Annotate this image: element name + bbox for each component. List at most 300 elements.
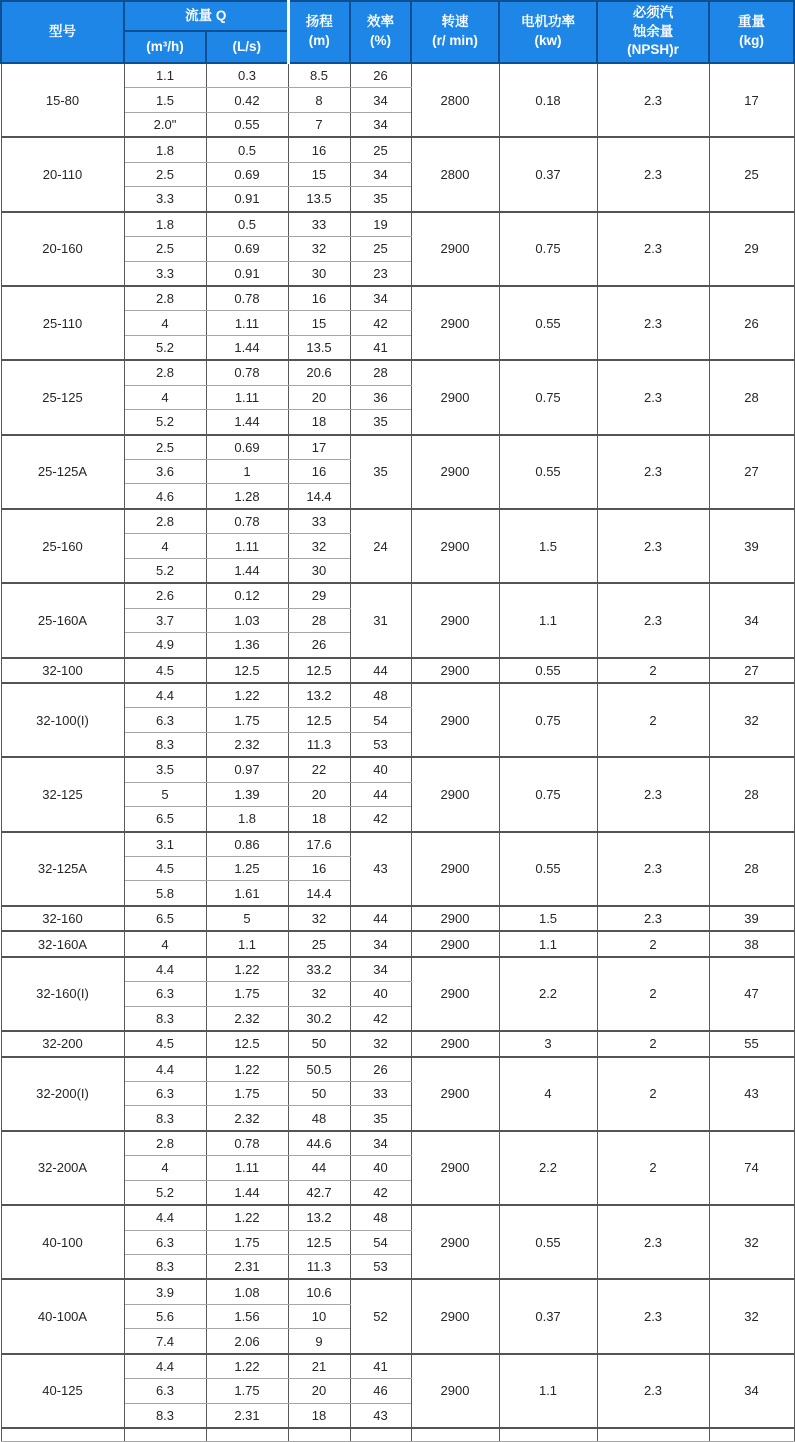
eff-cell: 26 bbox=[350, 1057, 411, 1082]
power-cell: 0.75 bbox=[499, 212, 597, 286]
weight-cell: 32 bbox=[709, 1279, 794, 1353]
weight-cell: 17 bbox=[709, 63, 794, 137]
flow-m3h-cell: 4 bbox=[124, 931, 206, 956]
flow-m3h-cell: 6.3 bbox=[124, 1379, 206, 1403]
flow-ls-cell: 2.06 bbox=[206, 1329, 288, 1354]
eff-cell: 46 bbox=[350, 1379, 411, 1403]
speed-cell: 2900 bbox=[411, 435, 499, 509]
model-cell: 32-100 bbox=[1, 658, 124, 683]
npsh-cell: 2 bbox=[597, 1057, 709, 1131]
header-flow-ls bbox=[206, 31, 288, 63]
head-cell: 8 bbox=[288, 88, 350, 112]
weight-cell: 29 bbox=[709, 212, 794, 286]
flow-ls-cell: 12.5 bbox=[206, 658, 288, 683]
flow-m3h-cell: 4 bbox=[124, 534, 206, 558]
flow-ls-cell: 1.1 bbox=[206, 931, 288, 956]
npsh-cell: 2 bbox=[597, 683, 709, 757]
table-row bbox=[1, 1057, 794, 1082]
eff-cell: 35 bbox=[350, 187, 411, 212]
flow-m3h-cell: 4.4 bbox=[124, 957, 206, 982]
head-cell: 13.2 bbox=[288, 683, 350, 708]
flow-ls-cell: 0.97 bbox=[206, 757, 288, 782]
flow-ls-cell: 1.22 bbox=[206, 1057, 288, 1082]
flow-ls-cell bbox=[206, 1428, 288, 1442]
eff-cell: 44 bbox=[350, 906, 411, 931]
flow-ls-cell: 0.69 bbox=[206, 435, 288, 460]
header-weight-line1: 重量 bbox=[738, 14, 766, 30]
flow-ls-cell: 1.75 bbox=[206, 708, 288, 732]
npsh-cell: 2.3 bbox=[597, 583, 709, 657]
flow-m3h-cell: 3.7 bbox=[124, 608, 206, 632]
flow-ls-cell: 2.31 bbox=[206, 1403, 288, 1428]
weight-cell: 47 bbox=[709, 957, 794, 1031]
flow-ls-cell: 1.11 bbox=[206, 311, 288, 335]
flow-ls-cell: 1.44 bbox=[206, 558, 288, 583]
model-cell: 32-200(I) bbox=[1, 1057, 124, 1131]
model-cell: 25-160 bbox=[1, 509, 124, 583]
head-cell: 16 bbox=[288, 857, 350, 881]
flow-ls-cell: 1.28 bbox=[206, 484, 288, 509]
eff-cell: 35 bbox=[350, 435, 411, 509]
power-cell: 0.55 bbox=[499, 286, 597, 360]
head-cell: 44 bbox=[288, 1156, 350, 1180]
head-cell: 20 bbox=[288, 1379, 350, 1403]
head-cell: 50 bbox=[288, 1081, 350, 1105]
power-cell: 1.1 bbox=[499, 1354, 597, 1428]
flow-ls-cell: 2.32 bbox=[206, 1106, 288, 1131]
header-speed-line2: (r/ min) bbox=[432, 33, 478, 48]
weight-cell: 28 bbox=[709, 360, 794, 434]
power-cell: 1.1 bbox=[499, 931, 597, 956]
eff-cell: 48 bbox=[350, 1205, 411, 1230]
flow-m3h-cell: 1.8 bbox=[124, 212, 206, 237]
head-cell: 42.7 bbox=[288, 1180, 350, 1205]
head-cell: 30.2 bbox=[288, 1006, 350, 1031]
head-cell: 15 bbox=[288, 162, 350, 186]
flow-m3h-cell: 6.3 bbox=[124, 982, 206, 1006]
flow-ls-cell: 2.32 bbox=[206, 1006, 288, 1031]
header-npsh bbox=[597, 1, 709, 63]
flow-m3h-cell: 8.3 bbox=[124, 732, 206, 757]
flow-m3h-cell: 4.5 bbox=[124, 658, 206, 683]
head-cell: 14.4 bbox=[288, 881, 350, 906]
weight-cell: 34 bbox=[709, 1354, 794, 1428]
eff-cell: 24 bbox=[350, 509, 411, 583]
npsh-cell: 2 bbox=[597, 931, 709, 956]
table-row bbox=[1, 360, 794, 385]
model-cell: 32-200A bbox=[1, 1131, 124, 1205]
model-cell: 32-160A bbox=[1, 931, 124, 956]
flow-ls-cell: 1.25 bbox=[206, 857, 288, 881]
table-row bbox=[1, 1354, 794, 1379]
eff-cell: 40 bbox=[350, 1156, 411, 1180]
flow-ls-cell: 1.44 bbox=[206, 1180, 288, 1205]
model-cell: 25-125 bbox=[1, 360, 124, 434]
power-cell: 1.5 bbox=[499, 906, 597, 931]
speed-cell: 2900 bbox=[411, 832, 499, 906]
table-body bbox=[1, 63, 794, 1442]
head-cell: 22 bbox=[288, 757, 350, 782]
flow-m3h-cell: 4 bbox=[124, 385, 206, 409]
power-cell: 0.55 bbox=[499, 832, 597, 906]
table-row bbox=[1, 212, 794, 237]
power-cell: 0.75 bbox=[499, 757, 597, 831]
flow-m3h-cell: 6.3 bbox=[124, 1230, 206, 1254]
npsh-cell: 2.3 bbox=[597, 435, 709, 509]
npsh-cell: 2.3 bbox=[597, 1205, 709, 1279]
head-cell: 12.5 bbox=[288, 1230, 350, 1254]
head-cell: 12.5 bbox=[288, 658, 350, 683]
head-cell: 11.3 bbox=[288, 1255, 350, 1280]
flow-m3h-cell: 1.1 bbox=[124, 63, 206, 88]
flow-ls-cell: 0.78 bbox=[206, 509, 288, 534]
flow-m3h-cell: 4.5 bbox=[124, 1031, 206, 1056]
flow-ls-cell: 2.32 bbox=[206, 732, 288, 757]
flow-ls-cell: 1.11 bbox=[206, 385, 288, 409]
flow-ls-cell: 1.11 bbox=[206, 1156, 288, 1180]
speed-cell: 2900 bbox=[411, 757, 499, 831]
flow-ls-cell: 0.69 bbox=[206, 237, 288, 261]
table-row bbox=[1, 63, 794, 88]
head-cell: 32 bbox=[288, 237, 350, 261]
weight-cell: 25 bbox=[709, 137, 794, 211]
weight-cell: 32 bbox=[709, 683, 794, 757]
npsh-cell: 2 bbox=[597, 658, 709, 683]
speed-cell: 2900 bbox=[411, 906, 499, 931]
header-flow-ls-label: (L/s) bbox=[232, 38, 261, 54]
eff-cell: 28 bbox=[350, 360, 411, 385]
flow-m3h-cell: 2.8 bbox=[124, 1131, 206, 1156]
head-cell: 48 bbox=[288, 1106, 350, 1131]
flow-m3h-cell: 4 bbox=[124, 1156, 206, 1180]
head-cell: 17.6 bbox=[288, 832, 350, 857]
head-cell: 20 bbox=[288, 782, 350, 806]
eff-cell: 52 bbox=[350, 1279, 411, 1353]
flow-m3h-cell: 2.5 bbox=[124, 237, 206, 261]
head-cell: 10.6 bbox=[288, 1279, 350, 1304]
flow-ls-cell: 1.61 bbox=[206, 881, 288, 906]
flow-m3h-cell: 2.6 bbox=[124, 583, 206, 608]
flow-ls-cell: 0.78 bbox=[206, 286, 288, 311]
header-flow-m3h bbox=[124, 31, 206, 63]
head-cell: 15 bbox=[288, 311, 350, 335]
head-cell: 32 bbox=[288, 906, 350, 931]
flow-ls-cell: 1.03 bbox=[206, 608, 288, 632]
flow-m3h-cell: 2.0" bbox=[124, 112, 206, 137]
table-row bbox=[1, 931, 794, 956]
flow-ls-cell: 1.36 bbox=[206, 633, 288, 658]
eff-cell: 35 bbox=[350, 1106, 411, 1131]
head-cell: 30 bbox=[288, 558, 350, 583]
flow-ls-cell: 1.75 bbox=[206, 1379, 288, 1403]
header-speed bbox=[411, 1, 499, 63]
flow-m3h-cell: 2.5 bbox=[124, 162, 206, 186]
eff-cell: 34 bbox=[350, 957, 411, 982]
flow-m3h-cell: 4.9 bbox=[124, 633, 206, 658]
npsh-cell: 2.3 bbox=[597, 1354, 709, 1428]
flow-m3h-cell: 8.3 bbox=[124, 1255, 206, 1280]
eff-cell: 35 bbox=[350, 410, 411, 435]
flow-m3h-cell: 5.2 bbox=[124, 335, 206, 360]
speed-cell: 2900 bbox=[411, 583, 499, 657]
model-cell: 20-160 bbox=[1, 212, 124, 286]
eff-cell: 32 bbox=[350, 1031, 411, 1056]
power-cell: 2.2 bbox=[499, 957, 597, 1031]
eff-cell: 42 bbox=[350, 311, 411, 335]
speed-cell: 2900 bbox=[411, 509, 499, 583]
head-cell: 14.4 bbox=[288, 484, 350, 509]
speed-cell: 2900 bbox=[411, 1131, 499, 1205]
flow-ls-cell: 2.31 bbox=[206, 1255, 288, 1280]
flow-m3h-cell: 3.9 bbox=[124, 1279, 206, 1304]
table-row bbox=[1, 583, 794, 608]
power-cell: 0.55 bbox=[499, 435, 597, 509]
flow-m3h-cell: 5 bbox=[124, 782, 206, 806]
head-cell: 9 bbox=[288, 1329, 350, 1354]
eff-cell: 41 bbox=[350, 1354, 411, 1379]
power-cell: 0.37 bbox=[499, 137, 597, 211]
header-power-line1: 电机功率 bbox=[521, 14, 576, 30]
header-speed-line1: 转速 bbox=[441, 14, 469, 30]
table-row bbox=[1, 658, 794, 683]
table-row-cutoff bbox=[1, 1428, 794, 1442]
header-model bbox=[1, 1, 124, 63]
flow-m3h-cell: 6.3 bbox=[124, 1081, 206, 1105]
table-row bbox=[1, 683, 794, 708]
npsh-cell: 2.3 bbox=[597, 509, 709, 583]
head-cell: 20 bbox=[288, 385, 350, 409]
eff-cell: 43 bbox=[350, 1403, 411, 1428]
eff-cell: 48 bbox=[350, 683, 411, 708]
header-head-line1: 扬程 bbox=[305, 14, 333, 30]
head-cell: 18 bbox=[288, 807, 350, 832]
flow-ls-cell: 0.78 bbox=[206, 1131, 288, 1156]
weight-cell: 34 bbox=[709, 583, 794, 657]
eff-cell: 53 bbox=[350, 732, 411, 757]
power-cell: 0.37 bbox=[499, 1279, 597, 1353]
eff-cell: 34 bbox=[350, 931, 411, 956]
model-cell: 32-100(I) bbox=[1, 683, 124, 757]
flow-m3h-cell: 4.4 bbox=[124, 1354, 206, 1379]
model-cell: 40-100A bbox=[1, 1279, 124, 1353]
head-cell: 13.5 bbox=[288, 187, 350, 212]
header-flow bbox=[124, 1, 288, 31]
flow-ls-cell: 1.75 bbox=[206, 1081, 288, 1105]
eff-cell: 34 bbox=[350, 1131, 411, 1156]
flow-m3h-cell: 6.3 bbox=[124, 708, 206, 732]
eff-cell: 42 bbox=[350, 1180, 411, 1205]
header-model-label: 型号 bbox=[49, 23, 76, 39]
flow-ls-cell: 1.11 bbox=[206, 534, 288, 558]
speed-cell: 2900 bbox=[411, 360, 499, 434]
table-row bbox=[1, 435, 794, 460]
model-cell: 32-160(I) bbox=[1, 957, 124, 1031]
flow-ls-cell: 1.39 bbox=[206, 782, 288, 806]
head-cell: 20.6 bbox=[288, 360, 350, 385]
table-row bbox=[1, 1279, 794, 1304]
eff-cell: 40 bbox=[350, 982, 411, 1006]
table-row bbox=[1, 906, 794, 931]
header-power-line2: (kw) bbox=[534, 33, 562, 48]
flow-m3h-cell: 8.3 bbox=[124, 1403, 206, 1428]
head-cell bbox=[288, 1428, 350, 1442]
head-cell: 32 bbox=[288, 982, 350, 1006]
head-cell: 7 bbox=[288, 112, 350, 137]
npsh-cell: 2.3 bbox=[597, 63, 709, 137]
header-efficiency-line2: (%) bbox=[370, 33, 392, 48]
head-cell: 33 bbox=[288, 212, 350, 237]
head-cell: 13.2 bbox=[288, 1205, 350, 1230]
eff-cell: 34 bbox=[350, 88, 411, 112]
flow-m3h-cell: 5.2 bbox=[124, 1180, 206, 1205]
head-cell: 33.2 bbox=[288, 957, 350, 982]
flow-ls-cell: 1 bbox=[206, 460, 288, 484]
flow-m3h-cell: 8.3 bbox=[124, 1106, 206, 1131]
npsh-cell: 2.3 bbox=[597, 212, 709, 286]
header-head-line2: (m) bbox=[308, 33, 330, 48]
head-cell: 16 bbox=[288, 286, 350, 311]
eff-cell: 19 bbox=[350, 212, 411, 237]
eff-cell: 44 bbox=[350, 782, 411, 806]
model-cell: 15-80 bbox=[1, 63, 124, 137]
flow-ls-cell: 1.44 bbox=[206, 410, 288, 435]
model-cell: 25-125A bbox=[1, 435, 124, 509]
header-efficiency-line1: 效率 bbox=[367, 14, 395, 30]
weight-cell: 32 bbox=[709, 1205, 794, 1279]
header-npsh-line3: (NPSH)r bbox=[627, 42, 679, 58]
model-cell: 32-125 bbox=[1, 757, 124, 831]
weight-cell: 55 bbox=[709, 1031, 794, 1056]
table-row bbox=[1, 286, 794, 311]
flow-ls-cell: 0.12 bbox=[206, 583, 288, 608]
eff-cell: 26 bbox=[350, 63, 411, 88]
head-cell: 10 bbox=[288, 1304, 350, 1328]
speed-cell: 2900 bbox=[411, 931, 499, 956]
flow-m3h-cell: 2.8 bbox=[124, 286, 206, 311]
flow-m3h-cell: 4 bbox=[124, 311, 206, 335]
weight-cell: 39 bbox=[709, 509, 794, 583]
flow-ls-cell: 0.91 bbox=[206, 261, 288, 286]
flow-ls-cell: 5 bbox=[206, 906, 288, 931]
head-cell: 16 bbox=[288, 460, 350, 484]
npsh-cell: 2.3 bbox=[597, 1279, 709, 1353]
eff-cell: 25 bbox=[350, 237, 411, 261]
flow-m3h-cell: 7.4 bbox=[124, 1329, 206, 1354]
head-cell: 28 bbox=[288, 608, 350, 632]
flow-ls-cell: 0.86 bbox=[206, 832, 288, 857]
model-cell: 20-110 bbox=[1, 137, 124, 211]
npsh-cell: 2 bbox=[597, 1031, 709, 1056]
table-row bbox=[1, 137, 794, 162]
flow-ls-cell: 0.3 bbox=[206, 63, 288, 88]
model-cell: 25-160A bbox=[1, 583, 124, 657]
speed-cell: 2900 bbox=[411, 658, 499, 683]
flow-m3h-cell: 2.8 bbox=[124, 509, 206, 534]
flow-m3h-cell: 4.4 bbox=[124, 1205, 206, 1230]
head-cell: 50.5 bbox=[288, 1057, 350, 1082]
model-cell bbox=[1, 1428, 124, 1442]
power-cell: 3 bbox=[499, 1031, 597, 1056]
head-cell: 11.3 bbox=[288, 732, 350, 757]
flow-ls-cell: 0.78 bbox=[206, 360, 288, 385]
flow-ls-cell: 1.22 bbox=[206, 683, 288, 708]
npsh-cell: 2.3 bbox=[597, 906, 709, 931]
eff-cell: 34 bbox=[350, 112, 411, 137]
eff-cell: 54 bbox=[350, 708, 411, 732]
flow-m3h-cell: 3.1 bbox=[124, 832, 206, 857]
head-cell: 21 bbox=[288, 1354, 350, 1379]
head-cell: 30 bbox=[288, 261, 350, 286]
header-efficiency bbox=[350, 1, 411, 63]
flow-m3h-cell: 5.2 bbox=[124, 410, 206, 435]
speed-cell: 2900 bbox=[411, 1205, 499, 1279]
weight-cell: 28 bbox=[709, 832, 794, 906]
model-cell: 32-160 bbox=[1, 906, 124, 931]
flow-m3h-cell: 6.5 bbox=[124, 906, 206, 931]
eff-cell: 42 bbox=[350, 807, 411, 832]
eff-cell: 53 bbox=[350, 1255, 411, 1280]
flow-m3h-cell: 3.5 bbox=[124, 757, 206, 782]
header-flow-m3h-label: (m³/h) bbox=[146, 38, 184, 54]
head-cell: 44.6 bbox=[288, 1131, 350, 1156]
head-cell: 18 bbox=[288, 410, 350, 435]
power-cell bbox=[499, 1428, 597, 1442]
flow-ls-cell: 0.55 bbox=[206, 112, 288, 137]
npsh-cell: 2 bbox=[597, 1131, 709, 1205]
eff-cell: 25 bbox=[350, 137, 411, 162]
head-cell: 18 bbox=[288, 1403, 350, 1428]
npsh-cell: 2.3 bbox=[597, 757, 709, 831]
speed-cell bbox=[411, 1428, 499, 1442]
power-cell: 4 bbox=[499, 1057, 597, 1131]
power-cell: 0.55 bbox=[499, 1205, 597, 1279]
npsh-cell bbox=[597, 1428, 709, 1442]
speed-cell: 2900 bbox=[411, 1279, 499, 1353]
table-row bbox=[1, 509, 794, 534]
head-cell: 33 bbox=[288, 509, 350, 534]
head-cell: 50 bbox=[288, 1031, 350, 1056]
flow-m3h-cell: 3.6 bbox=[124, 460, 206, 484]
header-npsh-line1: 必须汽 bbox=[632, 4, 674, 20]
head-cell: 8.5 bbox=[288, 63, 350, 88]
flow-ls-cell: 1.44 bbox=[206, 335, 288, 360]
head-cell: 17 bbox=[288, 435, 350, 460]
flow-m3h-cell: 4.4 bbox=[124, 1057, 206, 1082]
power-cell: 0.18 bbox=[499, 63, 597, 137]
weight-cell: 74 bbox=[709, 1131, 794, 1205]
header-power bbox=[499, 1, 597, 63]
eff-cell bbox=[350, 1428, 411, 1442]
speed-cell: 2800 bbox=[411, 137, 499, 211]
eff-cell: 43 bbox=[350, 832, 411, 906]
flow-m3h-cell: 5.8 bbox=[124, 881, 206, 906]
table-row bbox=[1, 1205, 794, 1230]
header-head bbox=[288, 1, 350, 63]
flow-ls-cell: 0.5 bbox=[206, 137, 288, 162]
eff-cell: 54 bbox=[350, 1230, 411, 1254]
eff-cell: 23 bbox=[350, 261, 411, 286]
flow-m3h-cell: 5.2 bbox=[124, 558, 206, 583]
model-cell: 32-125A bbox=[1, 832, 124, 906]
flow-m3h-cell: 1.8 bbox=[124, 137, 206, 162]
head-cell: 26 bbox=[288, 633, 350, 658]
table-row bbox=[1, 1031, 794, 1056]
model-cell: 40-125 bbox=[1, 1354, 124, 1428]
power-cell: 1.5 bbox=[499, 509, 597, 583]
eff-cell: 34 bbox=[350, 162, 411, 186]
flow-m3h-cell: 3.3 bbox=[124, 187, 206, 212]
flow-m3h-cell: 4.6 bbox=[124, 484, 206, 509]
